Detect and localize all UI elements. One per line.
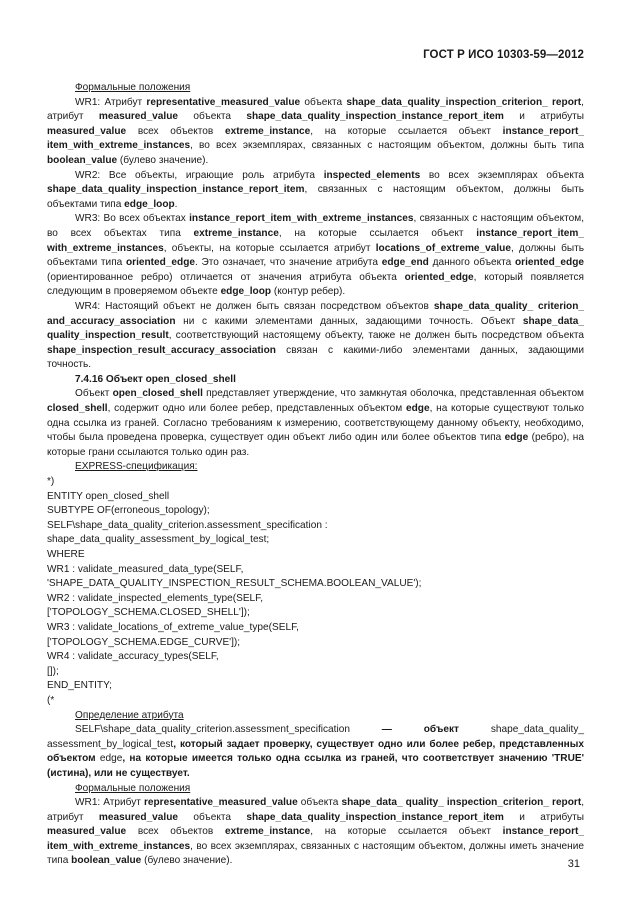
code-line: SELF\shape_data_quality_criterion.assessment_specification :: [47, 519, 328, 531]
identifier-term: oriented_edge: [404, 271, 474, 283]
identifier-term: edge: [504, 432, 529, 444]
identifier-term: edge_loop: [220, 286, 272, 298]
attribute-definition-heading: Определение атрибута: [75, 709, 184, 721]
identifier-term: , который задает проверку, существует одно или более ребер, представленных объектом: [47, 738, 584, 765]
identifier-term: inspected_elements: [323, 169, 421, 181]
text-run: (контур ребер).: [271, 286, 346, 298]
identifier-term: representative_measured_value: [146, 96, 301, 108]
text-run: shape_data_quality_ assessment_by_logical_test: [47, 724, 584, 750]
rule-wr3: [47, 212, 584, 300]
text-run: , связанных с настоящим объектом, должны быть объектами типа: [47, 184, 584, 210]
code-line: SUBTYPE OF(erroneous_topology);: [47, 505, 210, 517]
identifier-term: shape_data_quality_inspection_instance_report_item: [246, 811, 504, 823]
text-run: , соответствующий настоящему объекту, также не должен быть посредством объекта: [168, 330, 584, 342]
identifier-term: instance_report_item_with_extreme_instances: [189, 213, 414, 225]
text-run: WR2: Все объекты, играющие роль атрибута: [75, 169, 324, 181]
text-run: (ребро), на которые грани ссылаются только один раз.: [47, 432, 584, 458]
identifier-term: instance_report_ item_with_extreme_instances: [47, 826, 584, 852]
identifier-term: shape_inspection_result_accuracy_association: [47, 344, 276, 356]
code-line: ['TOPOLOGY_SCHEMA.EDGE_CURVE']);: [47, 636, 241, 648]
identifier-term: measured_value: [47, 826, 127, 838]
express-heading: EXPRESS-спецификация:: [75, 461, 198, 473]
identifier-term: instance_report_item_ with_extreme_instances: [47, 227, 584, 254]
text-run: объекта: [297, 797, 342, 809]
code-line: END_ENTITY;: [47, 680, 112, 692]
identifier-term: measured_value: [47, 125, 127, 137]
identifier-term: measured_value: [98, 811, 178, 823]
code-line: 'SHAPE_DATA_QUALITY_INSPECTION_RESULT_SCHEMA.BOOLEAN_VALUE');: [47, 578, 422, 590]
code-line: ['TOPOLOGY_SCHEMA.CLOSED_SHELL']);: [47, 607, 250, 619]
text-run: Объект: [75, 388, 113, 400]
text-run: , во всех экземплярах, связанных с настоящим объектом, должны иметь значение типа: [47, 840, 584, 867]
text-run: , на которые ссылается объект: [310, 826, 503, 838]
text-run: WR3: Во всех объектах: [75, 213, 190, 225]
text-run: и атрибуты: [503, 111, 584, 123]
section-paragraph: [47, 387, 584, 460]
identifier-term: oriented_edge: [515, 257, 584, 269]
text-run: представляет утверждение, что замкнутая оболочка, представленная объектом: [202, 388, 584, 400]
page-number: 31: [567, 858, 580, 870]
express-code-block: [47, 475, 584, 709]
text-run: edge: [99, 753, 123, 765]
identifier-term: shape_data_ quality_ inspection_criterion_ report: [341, 797, 582, 809]
identifier-term: shape_data_ quality_inspection_result: [47, 315, 584, 342]
code-line: shape_data_quality_assessment_by_logical_test;: [47, 534, 270, 546]
text-run: WR4: Настоящий объект не должен быть связан посредством объектов: [75, 300, 434, 312]
text-run: , должны быть объектами типа: [47, 242, 585, 269]
identifier-term: edge_end: [381, 257, 429, 269]
code-line: (*: [47, 694, 55, 706]
identifier-term: , на которые имеется только одна ссылка из граней, что соответствует значению 'TRUE' (истина), или не существует.: [47, 753, 585, 779]
formal-provisions-heading: Формальные положения: [75, 82, 191, 93]
identifier-term: — объект: [349, 724, 491, 736]
identifier-term: extreme_instance: [225, 826, 311, 838]
text-run: , на которые ссылается объект: [310, 125, 503, 137]
identifier-term: boolean_value: [71, 855, 142, 867]
code-line: WR3 : validate_locations_of_extreme_value_type(SELF,: [47, 621, 299, 633]
identifier-term: shape_data_quality_inspection_instance_report_item: [246, 111, 504, 123]
text-run: , содержит одно или более ребер, представленных объектом: [107, 403, 406, 415]
rule-wr1: [47, 96, 584, 169]
text-run: SELF\shape_data_quality_criterion.assessment_specification: [75, 724, 350, 736]
text-run: и атрибуты: [503, 811, 584, 823]
text-run: , атрибут: [47, 797, 584, 823]
section-title: 7.4.16 Объект open_closed_shell: [75, 373, 236, 385]
text-run: объекта: [300, 96, 347, 108]
text-run: объекта: [178, 811, 247, 823]
formal-provisions-heading-2: Формальные положения: [75, 782, 191, 794]
identifier-term: shape_data_quality_inspection_instance_report_item: [47, 184, 305, 196]
identifier-term: open_closed_shell: [112, 388, 203, 400]
text-run: данного объекта: [428, 257, 515, 269]
code-line: []);: [47, 665, 59, 677]
text-run: , на которые ссылается объект: [278, 227, 477, 239]
identifier-term: representative_measured_value: [143, 797, 298, 809]
identifier-term: boolean_value: [47, 154, 118, 166]
text-run: , объекты, на которые ссылается атрибут: [163, 242, 376, 254]
identifier-term: extreme_instance: [225, 125, 311, 137]
text-run: всех объектов: [126, 125, 225, 137]
text-run: , который появляется следующим в проверяемом объекте: [47, 271, 585, 298]
identifier-term: edge: [406, 403, 430, 415]
text-run: (ориентированное ребро) отличается от значения атрибута объекта: [47, 271, 405, 283]
text-run: ни с какими элементами данных, задающими точность. Объект: [175, 315, 523, 327]
text-run: объекта: [178, 111, 247, 123]
identifier-term: closed_shell: [47, 403, 108, 415]
text-run: , атрибут: [47, 96, 584, 123]
text-run: .: [174, 198, 178, 210]
identifier-term: oriented_edge: [126, 257, 195, 269]
identifier-term: locations_of_extreme_value: [375, 242, 511, 254]
page-body: [47, 81, 584, 869]
text-run: всех объектов: [126, 826, 225, 838]
text-run: во всех экземплярах объекта: [420, 169, 584, 181]
identifier-term: extreme_instance: [193, 227, 279, 239]
text-run: WR1: Атрибут: [75, 96, 147, 108]
rule-wr4: [47, 300, 584, 373]
code-line: WR4 : validate_accuracy_types(SELF,: [47, 651, 219, 663]
text-run: , во всех экземплярах, связанных с настоящим объектом, должны быть типа: [190, 140, 584, 152]
code-line: WHERE: [47, 549, 85, 560]
text-run: WR1: Атрибут: [75, 797, 144, 809]
attribute-definition-paragraph: [47, 723, 584, 781]
text-run: , связанных с настоящим объектом, во всех объектах типа: [47, 213, 585, 239]
code-line: WR1 : validate_measured_data_type(SELF,: [47, 563, 244, 575]
rule-wr2: [47, 169, 584, 213]
identifier-term: measured_value: [98, 111, 178, 123]
document-header: ГОСТ Р ИСО 10303-59—2012: [423, 49, 584, 61]
text-run: (булево значение).: [141, 855, 233, 867]
identifier-term: shape_data_quality_ criterion_ and_accuracy_association: [47, 300, 584, 327]
code-line: WR2 : validate_inspected_elements_type(SELF,: [47, 592, 264, 604]
code-line: *): [47, 476, 55, 488]
text-run: связан с какими-либо элементами данных, задающими точность.: [47, 344, 584, 371]
rule-wr1-2: [47, 796, 584, 869]
text-run: . Это означает, что значение атрибута: [195, 257, 382, 269]
text-run: , на которые существуют только одна ссылка из граней. Согласно требованиям к измерению, соответствующему данному объекту, необходимо, чтобы была проведена проверка, существует один объект либо один или более объектов типа: [47, 403, 584, 444]
code-line: ENTITY open_closed_shell: [47, 490, 170, 502]
identifier-term: instance_report_ item_with_extreme_instances: [47, 125, 584, 152]
text-run: (булево значение).: [117, 154, 209, 166]
identifier-term: shape_data_quality_inspection_criterion_ report: [346, 96, 582, 108]
identifier-term: edge_loop: [124, 198, 175, 210]
